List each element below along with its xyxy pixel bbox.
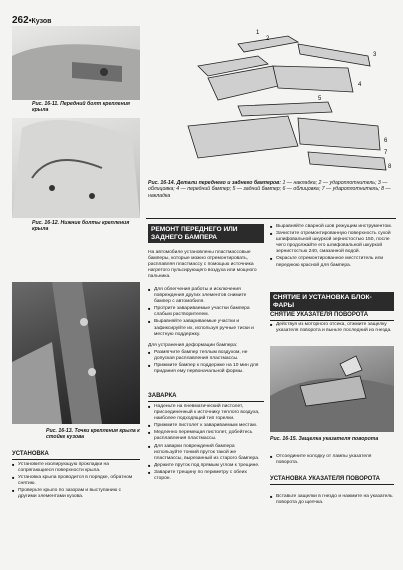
diagram-label-1: 1 (256, 30, 260, 36)
figure-16-14-caption-title: Рис. 16-14. Детали переднего и заднего бамперов: (148, 180, 282, 186)
list-item: ■ Вставьте защелки в гнездо и нажмите на указатель поворота до щелчка. (270, 494, 394, 506)
repair-list-a (148, 287, 264, 339)
diagram-label-8: 8 (388, 164, 392, 170)
right-top-list (270, 224, 394, 270)
repair-heading: РЕМОНТ ПЕРЕДНЕГО ИЛИ ЗАДНЕГО БАМПЕРА (148, 224, 264, 243)
turn-signal-latch-illustration (270, 346, 394, 432)
list-item: ■ Держите пруток под прямым углом к трещине. (148, 463, 264, 469)
figure-16-12-photo (12, 118, 140, 218)
install-left-list (12, 462, 140, 502)
bumper-parts-exploded-view (148, 26, 394, 176)
install-right-list (270, 494, 394, 507)
figure-16-15-caption: Рис. 16-15. Защелка указателя поворота (270, 436, 379, 442)
figure-16-12-caption: Рис. 16-12. Нижние болты крепления крыла (32, 220, 130, 233)
deformation-lead: Для устранения деформации бампера: (148, 343, 238, 348)
list-item: ■ Установка крыла проводится в порядке, обратном снятию. (12, 475, 140, 487)
list-item: ■ Протрите завариваемые участки бампера слабым растворителем. (148, 306, 264, 318)
after-figure-list (270, 454, 394, 467)
list-item: ■ Прижмите бампер к поддержке на 10 мин для придания ему первоначальной формы. (148, 363, 264, 375)
list-item: ■ Прижмите пистолет к завариваемым местам. (148, 423, 264, 429)
list-item: ■ Для облегчения работы и исключения повреждения других элементов снимите бампер с автомобиля. (148, 287, 264, 305)
diagram-label-2: 2 (266, 36, 270, 42)
removal-list (270, 322, 394, 335)
figure-16-13-photo (12, 282, 140, 424)
list-item: ■ Для заварки повреждений бампера используйте тонкий пруток такой же пластмассы, вырезанный из старого бампера. (148, 444, 264, 462)
list-item: ■ Окрасьте отремонтированное местститель или переднюю красной для бампера. (270, 256, 394, 268)
list-item: ■ Отсоедините колодку от лампы указателя поворота. (270, 454, 394, 466)
figure-16-11-caption: Рис. 16-11. Передний болт крепления крыла (32, 101, 130, 114)
install-left-heading: УСТАНОВКА (12, 451, 140, 460)
list-item: ■ Действуя из моторного отсека, отжмите защелку указателя поворота и выньте последний из гнезда. (270, 322, 394, 334)
list-item: ■ Выравняйте сварной шов режущим инструментом. (270, 224, 394, 230)
header-separator: • (28, 16, 32, 25)
figure-16-15-photo (270, 346, 394, 432)
repair-list-c (148, 404, 264, 483)
fender-front-bolt-illustration (12, 26, 140, 100)
figure-16-14-caption (148, 180, 394, 199)
turn-signal-install-heading: УСТАНОВКА УКАЗАТЕЛЯ ПОВОРОТА (270, 476, 394, 485)
figure-16-11-photo (12, 26, 140, 100)
page-header (12, 10, 52, 26)
fender-pillar-mounts-illustration (12, 282, 140, 424)
column-divider (146, 218, 396, 219)
turn-signal-removal-heading: СНЯТИЕ УКАЗАТЕЛЯ ПОВОРОТА (270, 312, 394, 321)
header-section: Кузов (31, 18, 52, 25)
page-number: 262 (12, 15, 29, 26)
diagram-label-5: 5 (318, 96, 322, 102)
diagram-label-3: 3 (373, 52, 377, 58)
fender-lower-bolts-illustration (12, 118, 140, 218)
list-item: ■ Размягчите бампер теплым воздухом, не допуская расплавления пластмассы. (148, 350, 264, 362)
list-item: ■ Наденьте на пневматический пистолет, присоединенный к источнику теплого воздуха, наиболее подходящий тип горелки. (148, 404, 264, 422)
list-item: ■ Зачистите отремонтированную поверхность сухой шлифовальной шкуркой зернистостью 150, после чего продолжайте его шлифовальной шкуркой зернистостью 240, смазанной водой. (270, 231, 394, 255)
diagram-label-7: 7 (384, 150, 388, 156)
list-item: ■ Установите изолирующую прокладки на сопрягающиеся поверхности крыла. (12, 462, 140, 474)
figure-16-13-caption: Рис. 16-13. Точки крепления крыла к стойке кузова (46, 428, 140, 441)
weld-heading: ЗАВАРКА (148, 393, 264, 402)
list-item: ■ Заварите трещину по периметру с обеих сторон. (148, 470, 264, 482)
diagram-label-6: 6 (384, 138, 388, 144)
removal-heading: СНЯТИЕ И УСТАНОВКА БЛОК-ФАРЫ (270, 292, 394, 311)
list-item: ■ Медленно перемещая пистолет, добейтесь расплавления пластмассы. (148, 430, 264, 442)
figure-16-14-caption-body: 1 — накладка; 2 — удароплотнитель; 3 — облицовка; 4 — передний бампер; 5 — задний бампер; 6 — облицовка; 7 — удароплотнитель; 8 — накладка (148, 180, 391, 199)
list-item: ■ Выравняйте завариваемые участки и зафиксируйте их, используя ручные тиски и местную поддержку. (148, 319, 264, 337)
repair-intro: На автомобиле установлены пластмассовые бамперы, которые можно отремонтировать, расплавляя пластмассу с помощью источника нагретого пульсирующего воздуха или мощного пальника. (148, 250, 257, 280)
repair-list-b (148, 350, 264, 376)
figure-16-14-diagram (148, 26, 394, 176)
diagram-label-4: 4 (358, 82, 362, 88)
list-item: ■ Проверьте крыло по зазорам и выступанию с другими элементами кузова. (12, 488, 140, 500)
